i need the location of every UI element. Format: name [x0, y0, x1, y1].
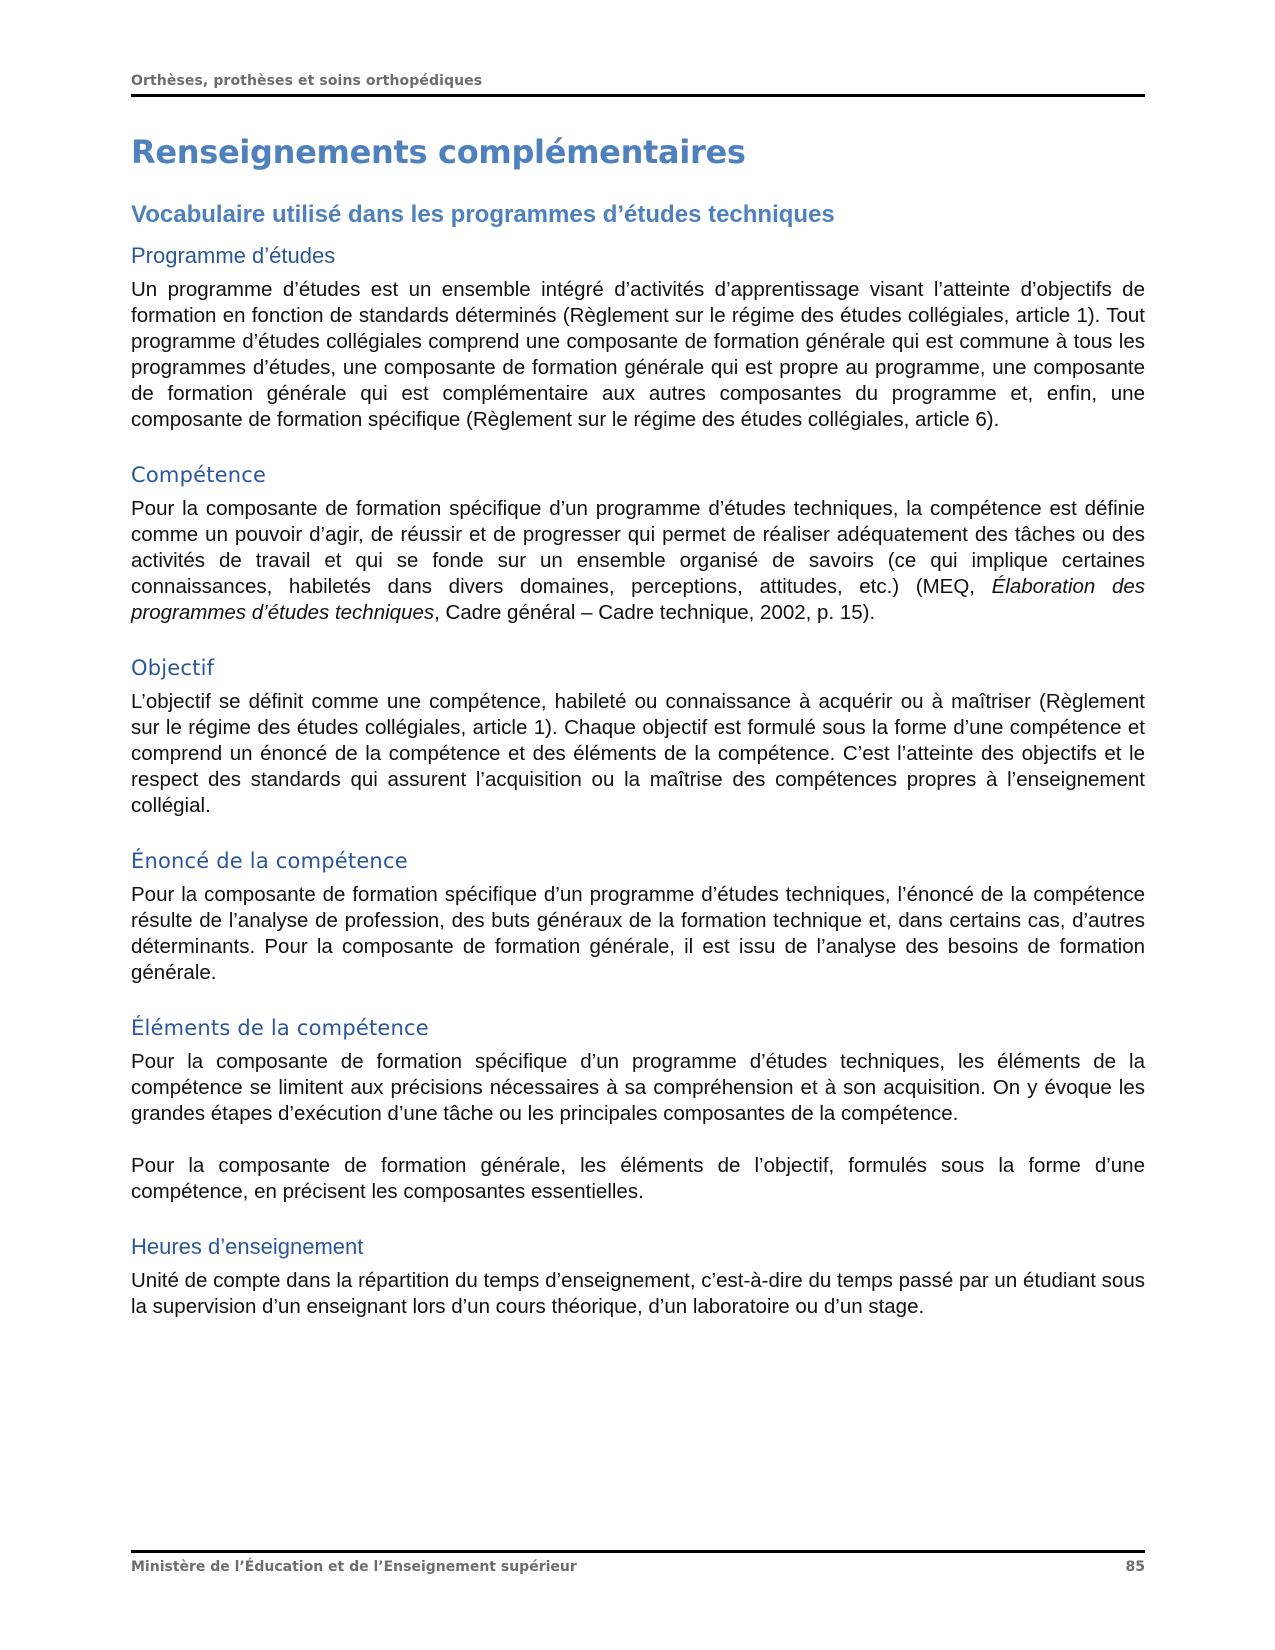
entry-objectif [131, 653, 1145, 819]
entry-elements-competence [131, 1013, 1145, 1205]
entry-competence [131, 460, 1145, 626]
content [131, 241, 1145, 1320]
page-number: 85 [1125, 1559, 1145, 1575]
term-heading: Programme d’études [131, 243, 336, 268]
term-heading: Éléments de la compétence [131, 1016, 429, 1040]
term-paragraph: Pour la composante de formation spécifique d’un programme d’études techniques, l’énoncé de la compétence résulte de l’analyse de profession, des buts généraux de la formation technique et, dans certains cas, d’autres déterminants. Pour la composante de formation générale, il est issu de l’analyse des besoins de formation générale. [131, 883, 1145, 984]
term-heading: Objectif [131, 656, 215, 680]
section-title: Vocabulaire utilisé dans les programmes d’études techniques [131, 201, 835, 228]
cited-title: Élaboration des programmes d’études techniques [131, 575, 1145, 624]
footer-publisher: Ministère de l’Éducation et de l’Enseignement supérieur [131, 1559, 577, 1575]
header-rule [131, 94, 1145, 97]
running-header: Orthèses, prothèses et soins orthopédiques [131, 73, 483, 89]
paragraph-text: , Cadre général – Cadre technique, 2002, p. 15). [434, 601, 876, 624]
term-heading: Compétence [131, 463, 267, 487]
entry-enonce-competence [131, 846, 1145, 986]
term-paragraph: Un programme d’études est un ensemble intégré d’activités d’apprentissage visant l’atteinte d’objectifs de formation en fonction de standards déterminés (Règlement sur le régime des études collégiales, article 1). Tout programme d’études collégiales comprend une composante de formation générale qui est commune à tous les programmes d’études, une composante de formation générale qui est propre au programme, une composante de formation générale qui est complémentaire aux autres composantes du programme et, enfin, une composante de formation spécifique (Règlement sur le régime des études collégiales, article 6). [131, 278, 1145, 431]
paragraph-text: Pour la composante de formation spécifique d’un programme d’études techniques, la compétence est définie comme un pouvoir d’agir, de réussir et de progresser qui permet de réaliser adéquatement des tâches ou des activités de travail et qui se fonde sur un ensemble organisé de savoirs (ce qui implique certaines connaissances, habiletés dans divers domaines, perceptions, attitudes, etc.) (MEQ, [131, 497, 1145, 598]
entry-heures-enseignement [131, 1232, 1145, 1320]
term-paragraph [131, 496, 1145, 626]
term-paragraph: Pour la composante de formation générale, les éléments de l’objectif, formulés sous la forme d’une compétence, en précisent les composantes essentielles. [131, 1154, 1145, 1203]
term-paragraph: Unité de compte dans la répartition du temps d’enseignement, c’est-à-dire du temps passé par un étudiant sous la supervision d’un enseignant lors d’un cours théorique, d’un laboratoire ou d’un stage. [131, 1269, 1145, 1318]
entry-programme-etudes [131, 241, 1145, 433]
term-paragraph: Pour la composante de formation spécifique d’un programme d’études techniques, les éléments de la compétence se limitent aux précisions nécessaires à sa compréhension et à son acquisition. On y évoque les grandes étapes d’exécution d’une tâche ou les principales composantes de la compétence. [131, 1050, 1145, 1125]
page-title: Renseignements complémentaires [131, 133, 746, 171]
term-heading: Énoncé de la compétence [131, 849, 408, 873]
footer-rule [131, 1550, 1145, 1553]
term-paragraph: L’objectif se définit comme une compétence, habileté ou connaissance à acquérir ou à maîtriser (Règlement sur le régime des études collégiales, article 1). Chaque objectif est formulé sous la forme d’une compétence et comprend un énoncé de la compétence et des éléments de la compétence. C’est l’atteinte des objectifs et le respect des standards qui assurent l’acquisition ou la maîtrise des compétences propres à l’enseignement collégial. [131, 690, 1145, 817]
term-heading: Heures d’enseignement [131, 1234, 364, 1259]
